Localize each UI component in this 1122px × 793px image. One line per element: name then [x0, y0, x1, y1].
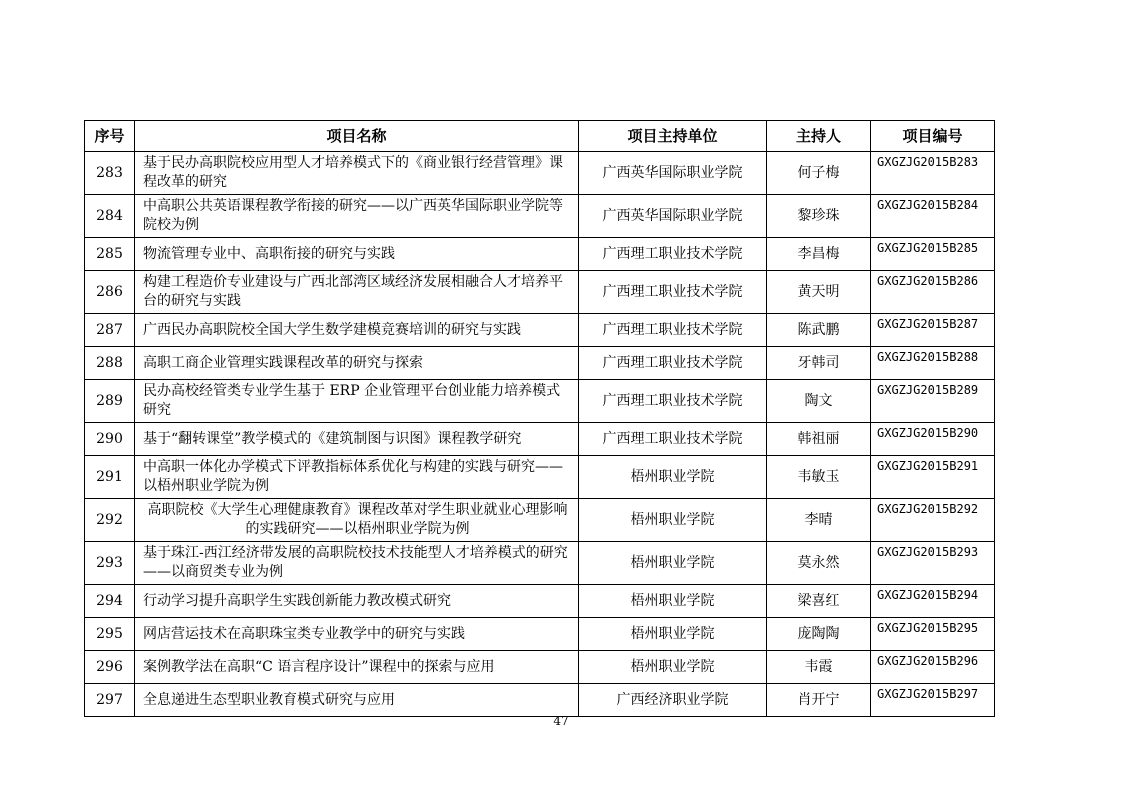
cell-code: GXGZJG2015B283 — [871, 152, 995, 195]
header-code: 项目编号 — [871, 121, 995, 152]
cell-name: 基于珠江-西江经济带发展的高职院校技术技能型人才培养模式的研究——以商贸类专业为例 — [135, 542, 579, 585]
cell-seq: 289 — [85, 380, 135, 423]
table-row — [85, 618, 995, 651]
table-header-row — [85, 121, 995, 152]
cell-seq: 295 — [85, 618, 135, 651]
cell-code: GXGZJG2015B284 — [871, 195, 995, 238]
cell-host: 庞陶陶 — [767, 618, 871, 651]
cell-code: GXGZJG2015B291 — [871, 456, 995, 499]
cell-host: 李昌梅 — [767, 238, 871, 271]
cell-code: GXGZJG2015B296 — [871, 651, 995, 684]
cell-host: 韩祖丽 — [767, 423, 871, 456]
cell-unit: 梧州职业学院 — [579, 618, 767, 651]
cell-host: 黄天明 — [767, 271, 871, 314]
cell-unit: 广西理工职业技术学院 — [579, 347, 767, 380]
cell-code: GXGZJG2015B285 — [871, 238, 995, 271]
cell-unit: 梧州职业学院 — [579, 456, 767, 499]
header-unit: 项目主持单位 — [579, 121, 767, 152]
cell-name: 高职工商企业管理实践课程改革的研究与探索 — [135, 347, 579, 380]
cell-host: 韦敏玉 — [767, 456, 871, 499]
cell-unit: 广西理工职业技术学院 — [579, 238, 767, 271]
cell-unit: 广西经济职业学院 — [579, 684, 767, 717]
cell-name: 行动学习提升高职学生实践创新能力教改模式研究 — [135, 585, 579, 618]
header-host: 主持人 — [767, 121, 871, 152]
cell-name: 全息递进生态型职业教育模式研究与应用 — [135, 684, 579, 717]
header-name: 项目名称 — [135, 121, 579, 152]
project-table — [84, 120, 995, 717]
cell-unit: 梧州职业学院 — [579, 585, 767, 618]
cell-unit: 广西理工职业技术学院 — [579, 380, 767, 423]
cell-host: 陶文 — [767, 380, 871, 423]
cell-name: 中高职一体化办学模式下评教指标体系优化与构建的实践与研究——以梧州职业学院为例 — [135, 456, 579, 499]
table-row — [85, 423, 995, 456]
cell-host: 莫永然 — [767, 542, 871, 585]
cell-code: GXGZJG2015B287 — [871, 314, 995, 347]
cell-name: 民办高校经管类专业学生基于 ERP 企业管理平台创业能力培养模式研究 — [135, 380, 579, 423]
cell-code: GXGZJG2015B297 — [871, 684, 995, 717]
page-number: 47 — [553, 714, 569, 728]
cell-unit: 广西理工职业技术学院 — [579, 314, 767, 347]
cell-host: 梁喜红 — [767, 585, 871, 618]
cell-code: GXGZJG2015B289 — [871, 380, 995, 423]
table-row — [85, 152, 995, 195]
cell-unit: 梧州职业学院 — [579, 499, 767, 542]
table-row — [85, 195, 995, 238]
cell-unit: 梧州职业学院 — [579, 651, 767, 684]
cell-seq: 286 — [85, 271, 135, 314]
cell-seq: 291 — [85, 456, 135, 499]
cell-unit: 梧州职业学院 — [579, 542, 767, 585]
table-row — [85, 314, 995, 347]
header-seq: 序号 — [85, 121, 135, 152]
cell-host: 肖开宁 — [767, 684, 871, 717]
cell-name: 基于“翻转课堂”教学模式的《建筑制图与识图》课程教学研究 — [135, 423, 579, 456]
cell-name: 中高职公共英语课程教学衔接的研究——以广西英华国际职业学院等院校为例 — [135, 195, 579, 238]
cell-name: 广西民办高职院校全国大学生数学建模竞赛培训的研究与实践 — [135, 314, 579, 347]
table-row — [85, 499, 995, 542]
cell-name: 网店营运技术在高职珠宝类专业教学中的研究与实践 — [135, 618, 579, 651]
table-row — [85, 585, 995, 618]
cell-seq: 290 — [85, 423, 135, 456]
table-row — [85, 238, 995, 271]
cell-name: 物流管理专业中、高职衔接的研究与实践 — [135, 238, 579, 271]
cell-seq: 287 — [85, 314, 135, 347]
cell-unit: 广西理工职业技术学院 — [579, 423, 767, 456]
cell-host: 韦霞 — [767, 651, 871, 684]
cell-seq: 296 — [85, 651, 135, 684]
cell-host: 黎珍珠 — [767, 195, 871, 238]
cell-name: 构建工程造价专业建设与广西北部湾区域经济发展相融合人才培养平台的研究与实践 — [135, 271, 579, 314]
cell-seq: 288 — [85, 347, 135, 380]
cell-name: 基于民办高职院校应用型人才培养模式下的《商业银行经营管理》课程改革的研究 — [135, 152, 579, 195]
cell-unit: 广西英华国际职业学院 — [579, 195, 767, 238]
table-row — [85, 347, 995, 380]
table-row — [85, 271, 995, 314]
table-row — [85, 684, 995, 717]
table-row — [85, 380, 995, 423]
cell-name: 案例教学法在高职“C 语言程序设计”课程中的探索与应用 — [135, 651, 579, 684]
cell-name: 高职院校《大学生心理健康教育》课程改革对学生职业就业心理影响的实践研究——以梧州职业学院为例 — [135, 499, 579, 542]
cell-code: GXGZJG2015B290 — [871, 423, 995, 456]
cell-host: 何子梅 — [767, 152, 871, 195]
table-row — [85, 651, 995, 684]
cell-unit: 广西英华国际职业学院 — [579, 152, 767, 195]
cell-code: GXGZJG2015B295 — [871, 618, 995, 651]
cell-code: GXGZJG2015B288 — [871, 347, 995, 380]
cell-seq: 292 — [85, 499, 135, 542]
cell-code: GXGZJG2015B286 — [871, 271, 995, 314]
cell-code: GXGZJG2015B293 — [871, 542, 995, 585]
table-row — [85, 456, 995, 499]
cell-seq: 294 — [85, 585, 135, 618]
cell-unit: 广西理工职业技术学院 — [579, 271, 767, 314]
cell-host: 陈武鹏 — [767, 314, 871, 347]
table-row — [85, 542, 995, 585]
cell-seq: 283 — [85, 152, 135, 195]
cell-host: 牙韩司 — [767, 347, 871, 380]
cell-host: 李晴 — [767, 499, 871, 542]
cell-seq: 293 — [85, 542, 135, 585]
cell-seq: 284 — [85, 195, 135, 238]
cell-code: GXGZJG2015B292 — [871, 499, 995, 542]
cell-code: GXGZJG2015B294 — [871, 585, 995, 618]
cell-seq: 285 — [85, 238, 135, 271]
cell-seq: 297 — [85, 684, 135, 717]
